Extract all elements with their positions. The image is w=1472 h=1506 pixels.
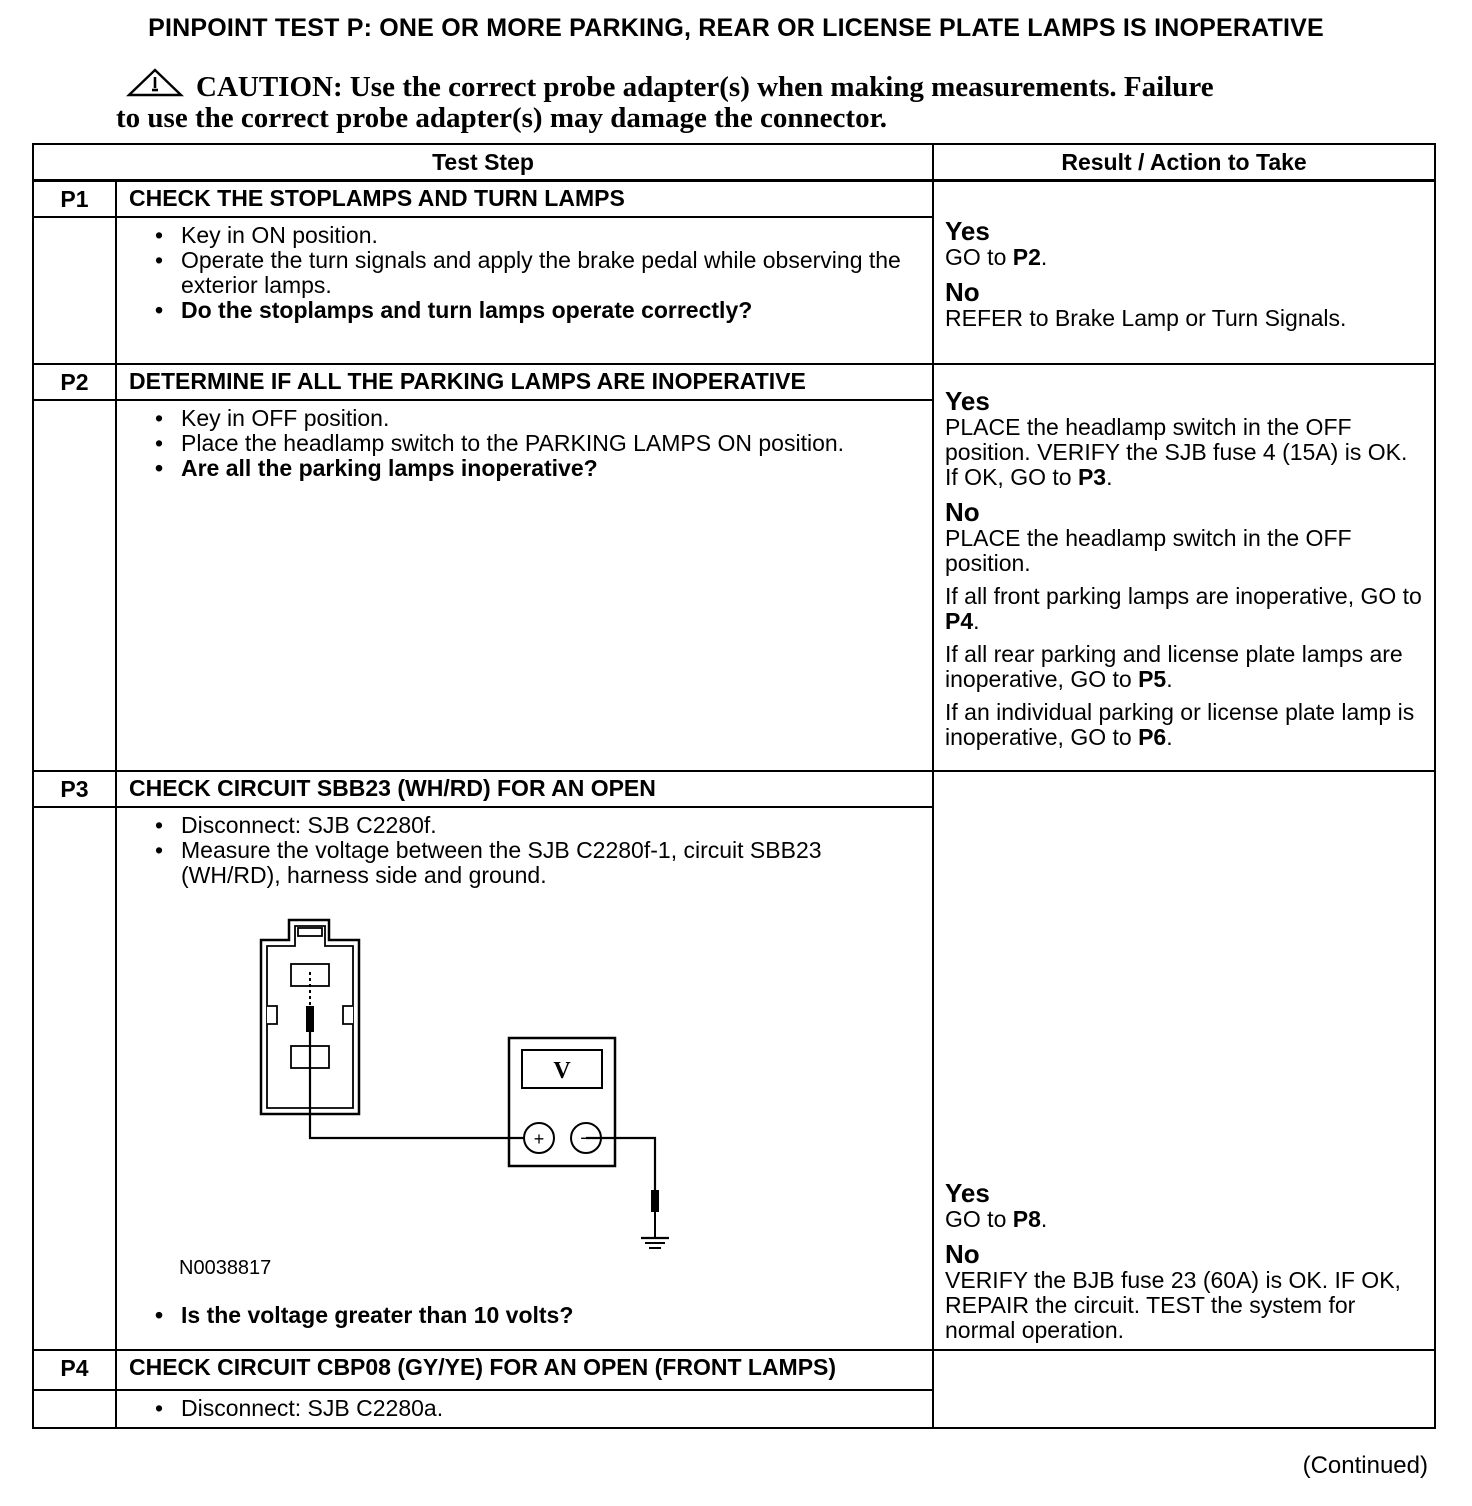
step-p2-details <box>116 400 933 771</box>
step-p4-details <box>116 1390 933 1428</box>
header-test-step: Test Step <box>33 144 933 181</box>
step-id: P2 <box>33 364 116 400</box>
list-item: • Are all the parking lamps inoperative? <box>155 456 924 481</box>
step-title: CHECK CIRCUIT SBB23 (WH/RD) FOR AN OPEN <box>116 771 933 807</box>
yes-label: Yes <box>945 386 990 416</box>
step-p1-details <box>116 217 933 364</box>
step-p4-result <box>933 1350 1435 1428</box>
step-p3-result <box>933 771 1435 1350</box>
step-title: CHECK THE STOPLAMPS AND TURN LAMPS <box>116 181 933 218</box>
list-item: • Key in OFF position. <box>155 406 924 431</box>
step-p4-title-row <box>33 1350 1435 1390</box>
list-item: • Do the stoplamps and turn lamps operate correctly? <box>155 298 924 323</box>
yes-action: GO to P8. <box>945 1206 1048 1232</box>
ground-probe <box>651 1190 659 1212</box>
probe-lead <box>310 1032 537 1138</box>
yes-action: PLACE the headlamp switch in the OFF position. VERIFY the SJB fuse 4 (15A) is OK. If OK, GO to P3. <box>945 414 1408 490</box>
list-item: • Place the headlamp switch to the PARKING LAMPS ON position. <box>155 431 924 456</box>
step-id: P4 <box>33 1350 116 1390</box>
no-action-item: If all front parking lamps are inoperative, GO to P4. <box>945 583 1422 634</box>
no-action-item: If all rear parking and license plate lamps are inoperative, GO to P5. <box>945 641 1403 692</box>
step-title: DETERMINE IF ALL THE PARKING LAMPS ARE INOPERATIVE <box>116 364 933 400</box>
list-item: • Disconnect: SJB C2280a. <box>155 1396 924 1421</box>
header-result-action: Result / Action to Take <box>933 144 1435 181</box>
step-id: P1 <box>33 181 116 218</box>
yes-label: Yes <box>945 215 990 246</box>
no-action: REFER to Brake Lamp or Turn Signals. <box>945 304 1347 331</box>
step-p1-result <box>933 181 1435 365</box>
no-label: No <box>945 497 980 527</box>
figure-id: N0038817 <box>179 1257 272 1279</box>
caution-note <box>116 72 1336 134</box>
page-title: PINPOINT TEST P: ONE OR MORE PARKING, REAR OR LICENSE PLATE LAMPS IS INOPERATIVE <box>148 14 1324 42</box>
step-id: P3 <box>33 771 116 807</box>
step-p3-details <box>116 807 933 1350</box>
no-label: No <box>945 1239 980 1269</box>
step-p2-result <box>933 364 1435 771</box>
table-header-row <box>33 144 1435 181</box>
negative-symbol: − <box>580 1128 592 1150</box>
step-p1-title-row <box>33 181 1435 218</box>
warning-triangle-icon <box>126 68 184 98</box>
connector-latch <box>298 928 322 936</box>
list-item: • Measure the voltage between the SJB C2280f-1, circuit SBB23 (WH/RD), harness side and ground. <box>155 838 924 888</box>
caution-line-1: CAUTION: Use the correct probe adapter(s) when making measurements. Failure <box>196 71 1214 103</box>
voltage-measurement-diagram <box>217 894 777 1256</box>
multimeter-voltage-symbol: V <box>553 1058 571 1084</box>
no-label: No <box>945 276 980 307</box>
list-item: • Disconnect: SJB C2280f. <box>155 813 924 838</box>
step-p3-title-row <box>33 771 1435 807</box>
list-item: • Key in ON position. <box>155 223 924 248</box>
pinpoint-test-table <box>32 143 1436 1429</box>
list-item: • Operate the turn signals and apply the brake pedal while observing the exterior lamps. <box>155 248 924 298</box>
yes-label: Yes <box>945 1178 990 1208</box>
yes-action: GO to P2. <box>945 243 1048 270</box>
step-p2-title-row <box>33 364 1435 400</box>
positive-symbol: + <box>533 1129 545 1149</box>
no-action: VERIFY the BJB fuse 23 (60A) is OK. IF OK, REPAIR the circuit. TEST the system for normal operation. <box>945 1267 1401 1343</box>
step-title: CHECK CIRCUIT CBP08 (GY/YE) FOR AN OPEN (FRONT LAMPS) <box>116 1350 933 1390</box>
no-action-item: If an individual parking or license plate lamp is inoperative, GO to P6. <box>945 699 1415 750</box>
no-action: PLACE the headlamp switch in the OFF position. <box>945 525 1352 576</box>
continued-note: (Continued) <box>1302 1452 1428 1479</box>
caution-line-2: to use the correct probe adapter(s) may damage the connector. <box>116 102 888 134</box>
probe-tip <box>306 1006 314 1032</box>
list-item: • Is the voltage greater than 10 volts? <box>155 1303 924 1328</box>
